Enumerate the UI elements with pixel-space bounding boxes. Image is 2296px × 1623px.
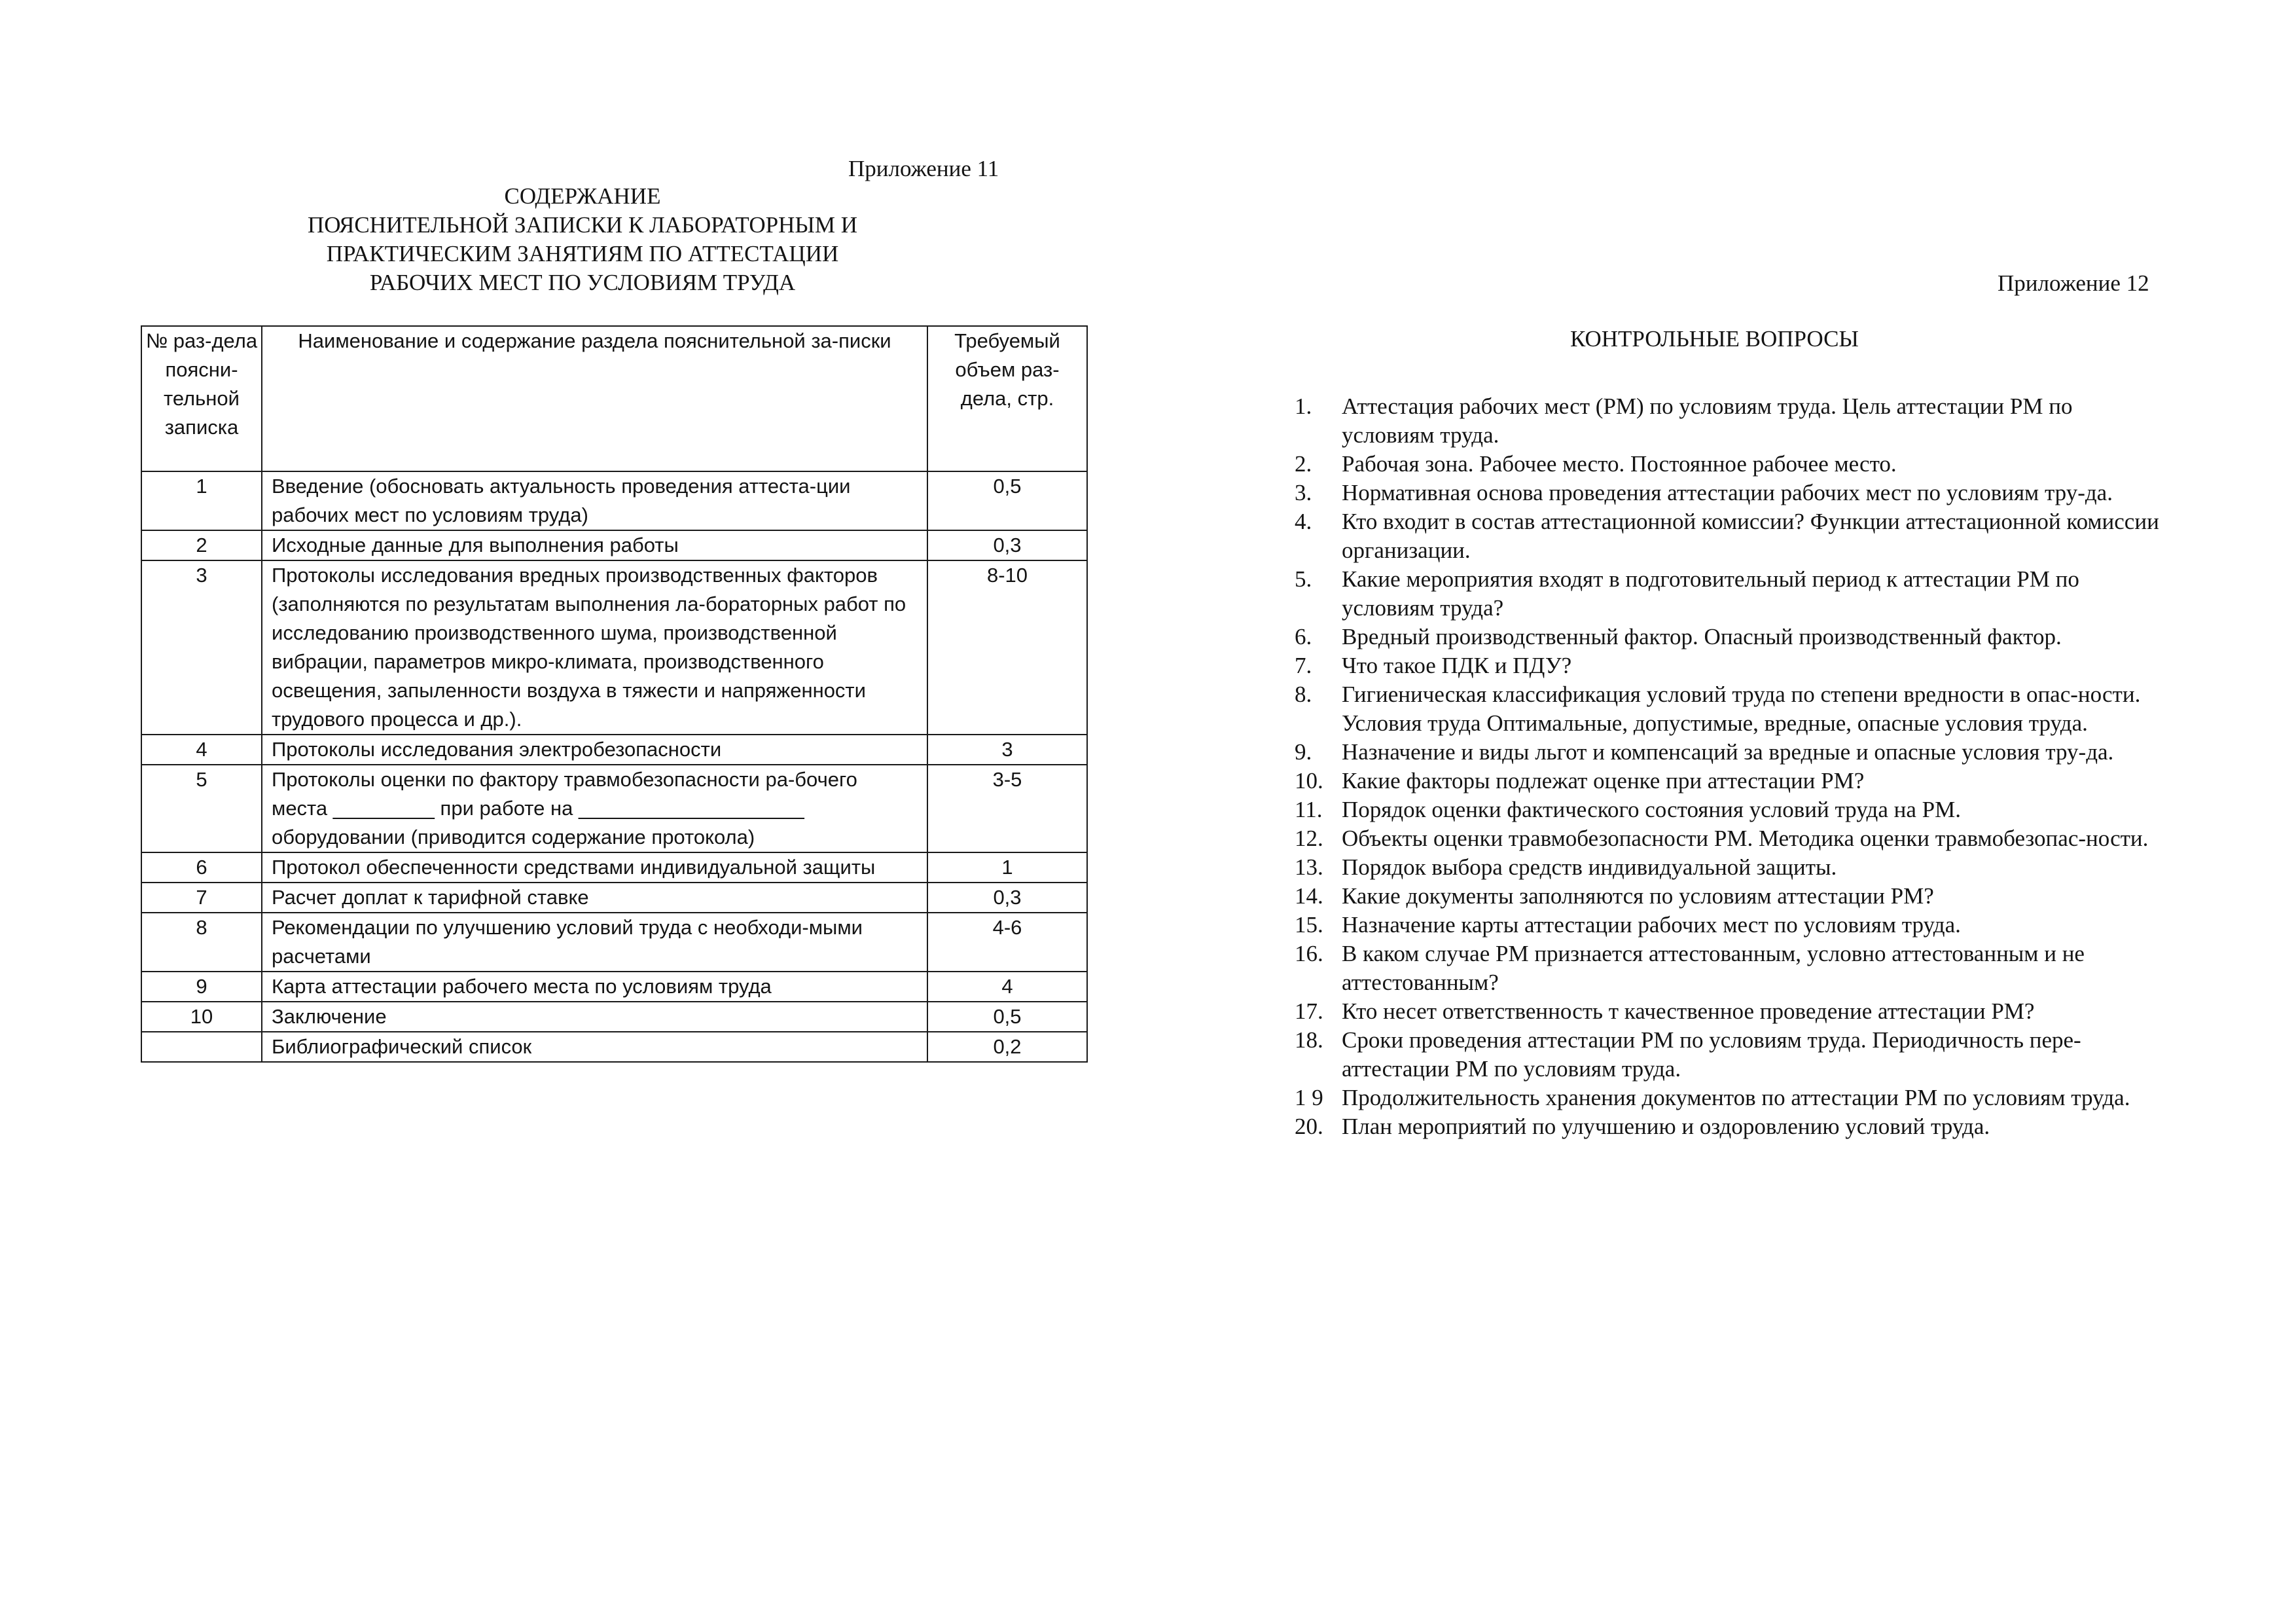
appendix-11-label: Приложение 11: [848, 156, 999, 181]
table-row: [141, 913, 1087, 972]
cell-name: Расчет доплат к тарифной ставке: [262, 883, 927, 913]
table-row: [141, 560, 1087, 735]
cell-name: Карта аттестации рабочего места по условиям труда: [262, 972, 927, 1002]
question-text: Рабочая зона. Рабочее место. Постоянное рабочее место.: [1342, 451, 1897, 477]
question-text: Кто входит в состав аттестационной комиссии? Функции аттестационной комиссии организации.: [1342, 509, 2159, 563]
list-item: [1295, 479, 2165, 507]
cell-name: Библиографический список: [262, 1032, 927, 1062]
cell-name: Протоколы исследования вредных производственных факторов (заполняются по результатам выполнения ла-бораторных работ по исследованию производственного шума, производственной вибрации, параметров микро-климата, производственного освещения, запыленности воздуха в тяжести и напряженности трудового процесса и др.).: [262, 560, 927, 735]
question-number: 9.: [1295, 739, 1312, 765]
question-number: 3.: [1295, 480, 1312, 505]
table-row: [141, 1002, 1087, 1032]
list-item: [1295, 767, 2165, 795]
table-row: [141, 765, 1087, 852]
question-number: 18.: [1295, 1027, 1323, 1053]
question-text: Назначение и виды льгот и компенсаций за вредные и опасные условия тру-да.: [1342, 739, 2114, 765]
cell-pages: 8-10: [927, 560, 1087, 735]
list-item: [1295, 882, 2165, 911]
list-item: [1295, 680, 2165, 738]
list-item: [1295, 507, 2165, 565]
header-required-pages: Требуемый объем раз-дела, стр.: [927, 326, 1087, 471]
question-number: 7.: [1295, 653, 1312, 678]
table-row: [141, 883, 1087, 913]
contents-table: [141, 325, 1088, 1063]
cell-number: 4: [141, 735, 262, 765]
cell-pages: 0,3: [927, 883, 1087, 913]
cell-name: Исходные данные для выполнения работы: [262, 530, 927, 560]
list-item: [1295, 853, 2165, 882]
header-section-name: Наименование и содержание раздела пояснительной за-писки: [262, 326, 927, 471]
question-text: Какие мероприятия входят в подготовительный период к аттестации РМ по условиям труда?: [1342, 566, 2079, 621]
table-row: [141, 852, 1087, 883]
table-row: [141, 1032, 1087, 1062]
question-text: Аттестация рабочих мест (РМ) по условиям труда. Цель аттестации РМ по условиям труда.: [1342, 393, 2073, 448]
header-section-number: № раз-дела поясни-тельной записка: [141, 326, 262, 471]
cell-pages: 0,5: [927, 471, 1087, 530]
question-number: 10.: [1295, 768, 1323, 793]
list-item: [1295, 651, 2165, 680]
question-text: Объекты оценки травмобезопасности РМ. Методика оценки травмобезопас-ности.: [1342, 826, 2149, 851]
list-item: [1295, 824, 2165, 853]
cell-pages: 0,5: [927, 1002, 1087, 1032]
cell-pages: 4-6: [927, 913, 1087, 972]
cell-number: 10: [141, 1002, 262, 1032]
cell-name: Введение (обосновать актуальность проведения аттеста-ции рабочих мест по условиям труда): [262, 471, 927, 530]
question-text: Порядок оценки фактического состояния условий труда на РМ.: [1342, 797, 1961, 822]
table-row: [141, 735, 1087, 765]
list-item: [1295, 565, 2165, 623]
question-number: 8.: [1295, 682, 1312, 707]
question-text: Вредный производственный фактор. Опасный производственный фактор.: [1342, 624, 2062, 649]
question-text: В каком случае РМ признается аттестованным, условно аттестованным и не аттестованным?: [1342, 941, 2085, 995]
question-text: Нормативная основа проведения аттестации рабочих мест по условиям тру-да.: [1342, 480, 2113, 505]
cell-number: 7: [141, 883, 262, 913]
question-number: 4.: [1295, 509, 1312, 534]
title-line: ПОЯСНИТЕЛЬНОЙ ЗАПИСКИ К ЛАБОРАТОРНЫМ И: [307, 212, 858, 238]
question-number: 15.: [1295, 912, 1323, 938]
cell-number: 5: [141, 765, 262, 852]
question-text: Продолжительность хранения документов по аттестации РМ по условиям труда.: [1342, 1085, 2130, 1110]
list-item: [1295, 1084, 2165, 1112]
cell-number: 8: [141, 913, 262, 972]
question-number: 6.: [1295, 624, 1312, 649]
question-text: План мероприятий по улучшению и оздоровлению условий труда.: [1342, 1114, 1990, 1139]
question-number: 17.: [1295, 998, 1323, 1024]
question-text: Назначение карты аттестации рабочих мест по условиям труда.: [1342, 912, 1961, 938]
table-row: [141, 972, 1087, 1002]
cell-pages: 4: [927, 972, 1087, 1002]
cell-number: 2: [141, 530, 262, 560]
question-text: Какие документы заполняются по условиям аттестации РМ?: [1342, 883, 1934, 909]
title-line: РАБОЧИХ МЕСТ ПО УСЛОВИЯМ ТРУДА: [369, 270, 796, 295]
question-number: 13.: [1295, 854, 1323, 880]
cell-number: 6: [141, 852, 262, 883]
cell-name: Протокол обеспеченности средствами индивидуальной защиты: [262, 852, 927, 883]
question-text: Какие факторы подлежат оценке при аттестации РМ?: [1342, 768, 1865, 793]
question-number: 11.: [1295, 797, 1323, 822]
question-number: 1.: [1295, 393, 1312, 419]
cell-pages: 3-5: [927, 765, 1087, 852]
question-number: 16.: [1295, 941, 1323, 966]
question-text: Сроки проведения аттестации РМ по условиям труда. Периодичность пере-аттестации РМ по условиям труда.: [1342, 1027, 2081, 1082]
question-text: Кто несет ответственность т качественное проведение аттестации РМ?: [1342, 998, 2035, 1024]
list-item: [1295, 1112, 2165, 1141]
table-row: [141, 471, 1087, 530]
cell-pages: 3: [927, 735, 1087, 765]
question-number: 1 9: [1295, 1085, 1323, 1110]
question-text: Что такое ПДК и ПДУ?: [1342, 653, 1572, 678]
cell-name: Рекомендации по улучшению условий труда с необходи-мыми расчетами: [262, 913, 927, 972]
cell-pages: 1: [927, 852, 1087, 883]
question-number: 12.: [1295, 826, 1323, 851]
question-number: 2.: [1295, 451, 1312, 477]
list-item: [1295, 450, 2165, 479]
question-number: 14.: [1295, 883, 1323, 909]
title-line: СОДЕРЖАНИЕ: [504, 183, 661, 209]
cell-name: Заключение: [262, 1002, 927, 1032]
question-number: 5.: [1295, 566, 1312, 592]
list-item: [1295, 939, 2165, 997]
control-questions-heading: КОНТРОЛЬНЫЕ ВОПРОСЫ: [1570, 326, 1859, 352]
cell-number: [141, 1032, 262, 1062]
cell-number: 1: [141, 471, 262, 530]
list-item: [1295, 911, 2165, 939]
list-item: [1295, 392, 2165, 450]
cell-number: 9: [141, 972, 262, 1002]
list-item: [1295, 623, 2165, 651]
list-item: [1295, 1026, 2165, 1084]
question-text: Порядок выбора средств индивидуальной защиты.: [1342, 854, 1837, 880]
appendix-11-title: [177, 182, 988, 297]
question-text: Гигиеническая классификация условий труда по степени вредности в опас-ности. Условия труда Оптимальные, допустимые, вредные, опасные условия труда.: [1342, 682, 2141, 736]
table-header-row: [141, 326, 1087, 471]
list-item: [1295, 997, 2165, 1026]
cell-pages: 0,2: [927, 1032, 1087, 1062]
cell-name: Протоколы исследования электробезопасности: [262, 735, 927, 765]
appendix-12-label: Приложение 12: [1998, 270, 2149, 296]
list-item: [1295, 795, 2165, 824]
table-row: [141, 530, 1087, 560]
title-line: ПРАКТИЧЕСКИМ ЗАНЯТИЯМ ПО АТТЕСТАЦИИ: [326, 241, 839, 266]
questions-list: [1295, 392, 2165, 1141]
list-item: [1295, 738, 2165, 767]
cell-pages: 0,3: [927, 530, 1087, 560]
question-number: 20.: [1295, 1114, 1323, 1139]
cell-number: 3: [141, 560, 262, 735]
cell-name: Протоколы оценки по фактору травмобезопасности ра-бочего места _________ при работе на ____________________ оборудовании (приводится содержание протокола): [262, 765, 927, 852]
